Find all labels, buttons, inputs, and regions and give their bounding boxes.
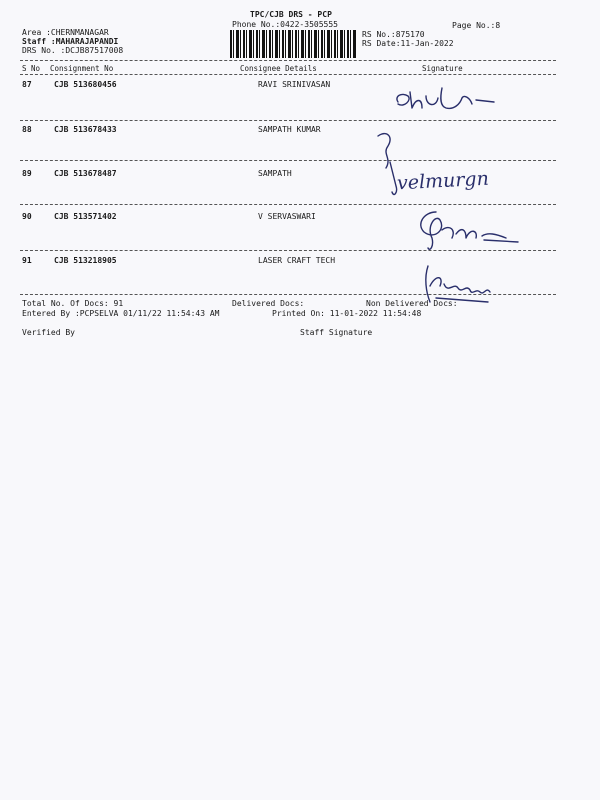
row-consignment: CJB 513571402	[54, 212, 117, 221]
non-delivered-docs: Non Delivered Docs:	[366, 299, 458, 308]
column-header-sno: S No	[22, 64, 41, 73]
column-header-consignment: Consignment No	[50, 64, 114, 73]
row-consignment: CJB 513678433	[54, 125, 117, 134]
area-field: Area :CHERNMANAGAR	[22, 28, 109, 37]
document-title: TPC/CJB DRS - PCP	[250, 10, 332, 19]
row-rule	[20, 120, 556, 121]
row-consignee: RAVI SRINIVASAN	[258, 80, 331, 89]
entered-by: Entered By :PCPSELVA 01/11/22 11:54:43 AM	[22, 309, 220, 318]
column-header-consignee: Consignee Details	[240, 64, 317, 73]
rs-number: RS No.:875170	[362, 30, 425, 39]
delivered-docs: Delivered Docs:	[232, 299, 305, 308]
rs-date: RS Date:11-Jan-2022	[362, 39, 454, 48]
row-sno: 88	[22, 125, 32, 134]
column-header-signature: Signature	[422, 64, 463, 73]
drs-number: DRS No. :DCJB87517008	[22, 46, 124, 55]
verified-by-label: Verified By	[22, 328, 75, 337]
barcode	[230, 30, 356, 58]
signature-row-89: velmurgn	[396, 167, 490, 195]
phone-number: Phone No.:0422-3505555	[232, 20, 338, 29]
row-consignment: CJB 513678487	[54, 169, 117, 178]
row-consignee: SAMPATH	[258, 169, 292, 178]
row-sno: 90	[22, 212, 32, 221]
signature-row-88	[372, 128, 512, 208]
row-consignee: LASER CRAFT TECH	[258, 256, 336, 265]
signature-row-87	[390, 84, 500, 120]
row-consignment: CJB 513680456	[54, 80, 117, 89]
total-docs: Total No. Of Docs: 91	[22, 299, 124, 308]
column-header-rule	[20, 74, 556, 75]
row-consignee: V SERVASWARI	[258, 212, 316, 221]
signature-row-90	[406, 208, 526, 254]
row-consignment: CJB 513218905	[54, 256, 117, 265]
row-consignee: SAMPATH KUMAR	[258, 125, 321, 134]
staff-signature-label: Staff Signature	[300, 328, 373, 337]
row-sno: 87	[22, 80, 32, 89]
staff-field: Staff :MAHARAJAPANDI	[22, 37, 119, 46]
page-number: Page No.:8	[452, 21, 501, 30]
row-sno: 91	[22, 256, 32, 265]
printed-on: Printed On: 11-01-2022 11:54:48	[272, 309, 422, 318]
header-rule	[20, 60, 556, 61]
row-sno: 89	[22, 169, 32, 178]
